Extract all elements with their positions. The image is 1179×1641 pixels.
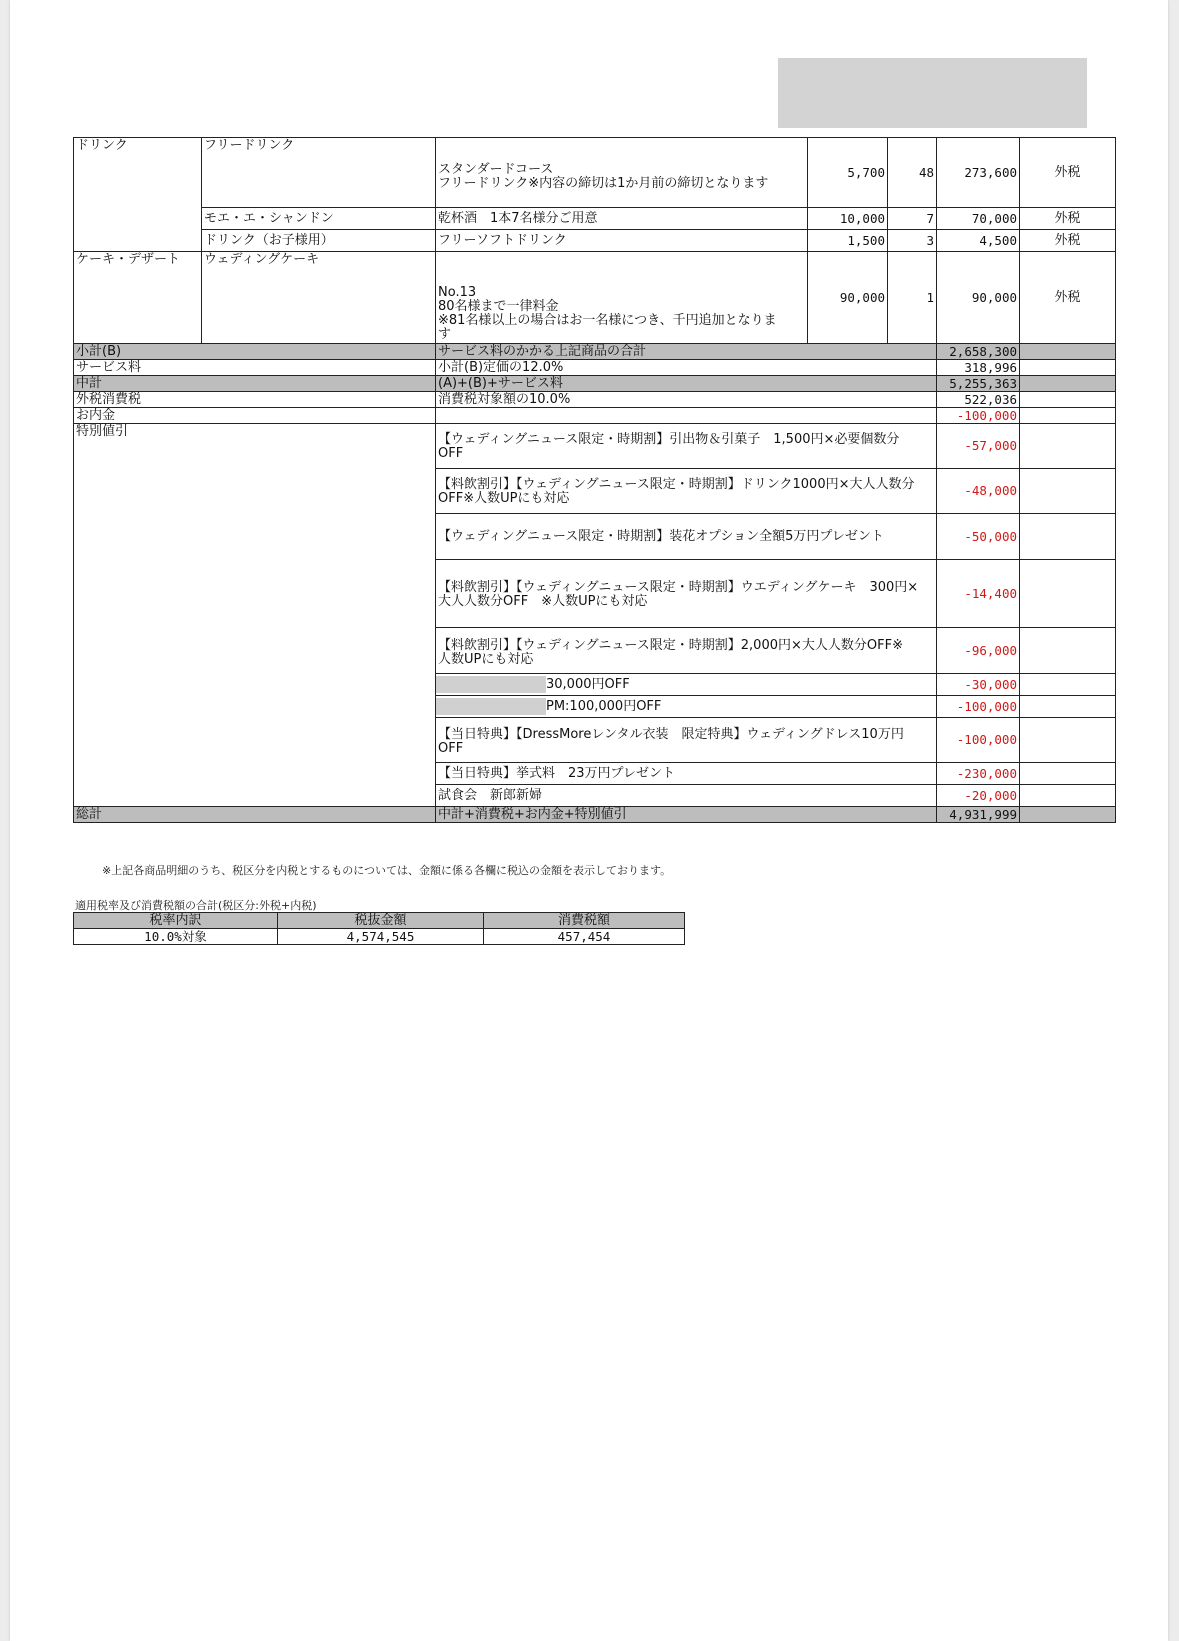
tax-amount-cell: 457,454 xyxy=(484,929,685,945)
table-row xyxy=(74,138,1116,208)
column-header: 税率内訳 xyxy=(74,913,278,929)
column-header: 税抜金額 xyxy=(278,913,484,929)
item-amount: 4,500 xyxy=(937,230,1020,252)
item-name: フリードリンク xyxy=(202,138,436,208)
tax-note: ※上記各商品明細のうち、税区分を内税とするものについては、金額に係る各欄に税込の金額を表示しております。 xyxy=(102,864,672,877)
item-quantity: 7 xyxy=(888,208,937,230)
item-unit-price: 10,000 xyxy=(808,208,888,230)
discount-amount: -14,400 xyxy=(937,560,1020,628)
redacted-text xyxy=(436,698,546,715)
discount-description: 【料飲割引】【ウェディングニュース限定・時期割】ウエディングケーキ 300円× 大人人数分OFF ※人数UPにも対応 xyxy=(436,560,937,628)
item-description: スタンダードコース フリードリンク※内容の締切は1か月前の締切となります xyxy=(436,138,808,208)
estimate-table xyxy=(73,137,1116,823)
subtotal-b-row: 小計(B) サービス料のかかる上記商品の合計 2,658,300 xyxy=(74,344,1116,360)
tax-summary-table xyxy=(73,912,685,945)
item-tax-type: 外税 xyxy=(1020,230,1116,252)
midtotal-row: 中計 (A)+(B)+サービス料 5,255,363 xyxy=(74,376,1116,392)
item-quantity: 3 xyxy=(888,230,937,252)
discount-amount: -100,000 xyxy=(937,696,1020,718)
discount-amount: -50,000 xyxy=(937,514,1020,560)
discount-amount: -96,000 xyxy=(937,628,1020,674)
item-category: ドリンク xyxy=(74,138,202,252)
grand-total-description: 中計+消費税+お内金+特別値引 xyxy=(436,807,937,823)
item-description: 乾杯酒 1本7名様分ご用意 xyxy=(436,208,808,230)
discount-amount: -30,000 xyxy=(937,674,1020,696)
item-tax-type: 外税 xyxy=(1020,208,1116,230)
discount-description: 30,000円OFF xyxy=(436,674,937,696)
item-unit-price: 5,700 xyxy=(808,138,888,208)
discount-description: 【料飲割引】【ウェディングニュース限定・時期割】2,000円×大人人数分OFF※ 人数UPにも対応 xyxy=(436,628,937,674)
item-tax-type: 外税 xyxy=(1020,252,1116,344)
discount-description: 【当日特典】【DressMoreレンタル衣装 限定特典】ウェディングドレス10万円 OFF xyxy=(436,718,937,763)
discount-amount: -48,000 xyxy=(937,469,1020,514)
item-description: No.13 80名様まで一律料金 ※81名様以上の場合はお一名様につき、千円追加となりま す xyxy=(436,252,808,344)
item-name: ドリンク（お子様用） xyxy=(202,230,436,252)
item-name: ウェディングケーキ xyxy=(202,252,436,344)
item-amount: 90,000 xyxy=(937,252,1020,344)
discount-label: 特別値引 xyxy=(74,424,436,807)
item-unit-price: 1,500 xyxy=(808,230,888,252)
deposit-row: お内金 -100,000 xyxy=(74,408,1116,424)
item-amount: 273,600 xyxy=(937,138,1020,208)
discount-description: 【ウェディングニュース限定・時期割】引出物＆引菓子 1,500円×必要個数分 OFF xyxy=(436,424,937,469)
invoice-page xyxy=(10,0,1168,1641)
tax-summary-header xyxy=(74,913,685,929)
redacted-header-block xyxy=(778,58,1087,128)
discount-description: 【料飲割引】【ウェディングニュース限定・時期割】ドリンク1000円×大人人数分 OFF※人数UPにも対応 xyxy=(436,469,937,514)
item-tax-type: 外税 xyxy=(1020,138,1116,208)
table-row xyxy=(74,230,1116,252)
tax-summary-row xyxy=(74,929,685,945)
item-quantity: 1 xyxy=(888,252,937,344)
item-quantity: 48 xyxy=(888,138,937,208)
table-row xyxy=(74,208,1116,230)
grand-total-row xyxy=(74,807,1116,823)
discount-description: 【当日特典】挙式料 23万円プレゼント xyxy=(436,763,937,785)
item-description: フリーソフトドリンク xyxy=(436,230,808,252)
discount-amount: -100,000 xyxy=(937,718,1020,763)
discount-description: PM:100,000円OFF xyxy=(436,696,937,718)
item-amount: 70,000 xyxy=(937,208,1020,230)
tax-row: 外税消費税 消費税対象額の10.0% 522,036 xyxy=(74,392,1116,408)
item-unit-price: 90,000 xyxy=(808,252,888,344)
discount-amount: -57,000 xyxy=(937,424,1020,469)
tax-rate-cell: 10.0%対象 xyxy=(74,929,278,945)
discount-amount: -20,000 xyxy=(937,785,1020,807)
discount-row xyxy=(74,424,1116,469)
grand-total-label: 総計 xyxy=(74,807,436,823)
column-header: 消費税額 xyxy=(484,913,685,929)
discount-description: 試食会 新郎新婦 xyxy=(436,785,937,807)
tax-summary-caption: 適用税率及び消費税額の合計(税区分:外税+内税) xyxy=(75,899,317,912)
redacted-text xyxy=(436,676,546,693)
discount-amount: -230,000 xyxy=(937,763,1020,785)
item-name: モエ・エ・シャンドン xyxy=(202,208,436,230)
item-category: ケーキ・デザート xyxy=(74,252,202,344)
table-row xyxy=(74,252,1116,344)
pre-tax-amount-cell: 4,574,545 xyxy=(278,929,484,945)
service-fee-row: サービス料 小計(B)定価の12.0% 318,996 xyxy=(74,360,1116,376)
grand-total-amount: 4,931,999 xyxy=(937,807,1020,823)
discount-description: 【ウェディングニュース限定・時期割】装花オプション全額5万円プレゼント xyxy=(436,514,937,560)
